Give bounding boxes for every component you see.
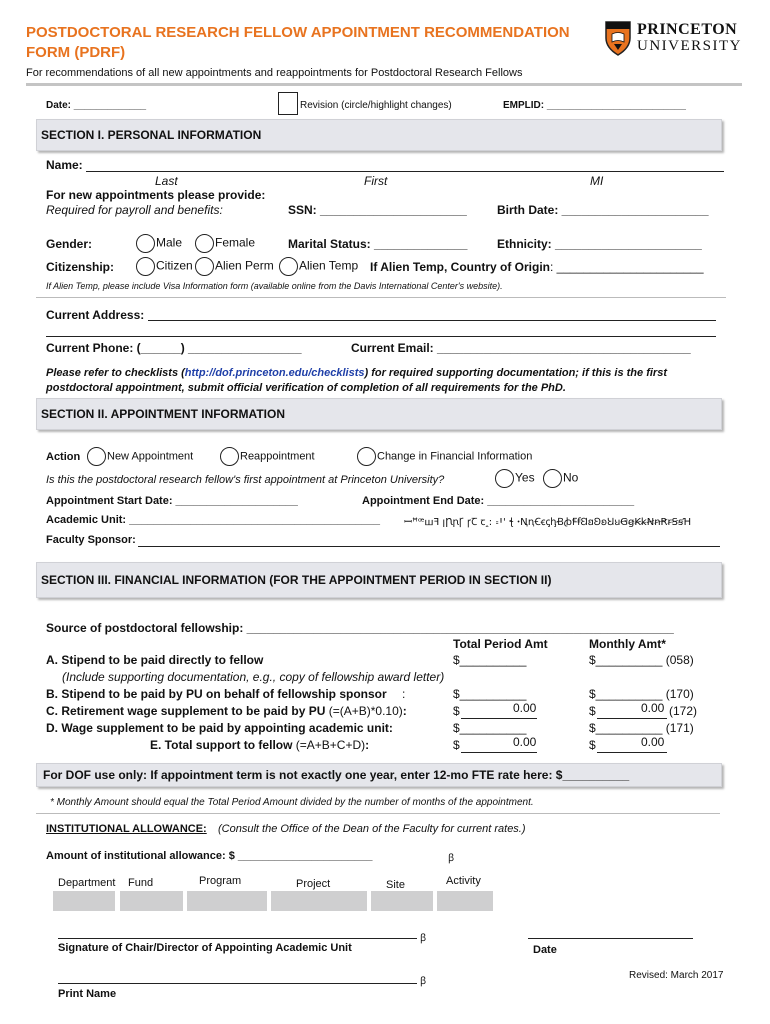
row-c-code: (172) <box>669 704 698 718</box>
site-header: Site <box>386 879 405 891</box>
required-payroll-label: Required for payroll and benefits: <box>46 203 223 217</box>
revision-checkbox[interactable] <box>278 92 298 115</box>
chair-signature-line[interactable] <box>58 938 417 939</box>
checklist-note-line2: postdoctoral appointment, submit official verification of completion of all requirements for the PhD. <box>46 382 566 394</box>
fund-cell[interactable] <box>120 891 183 911</box>
row-e-formula: (=A+B+C+D) <box>295 738 366 752</box>
alien-temp-radio[interactable] <box>279 257 298 276</box>
print-name-line[interactable] <box>58 983 417 984</box>
name-label: Name: <box>46 158 83 172</box>
gender-female-option[interactable]: Female <box>195 234 255 253</box>
chair-signature-mark: ꞵ <box>420 933 427 944</box>
row-e-monthly-field[interactable]: 0.00 <box>597 738 667 753</box>
row-a-code: (058) <box>665 653 694 667</box>
row-d-total[interactable]: $__________ <box>453 721 527 735</box>
fund-header: Fund <box>128 877 154 889</box>
allowance-mark: ꞵ <box>448 853 455 864</box>
section-2-title: SECTION II. APPOINTMENT INFORMATION <box>41 407 285 421</box>
current-email-field[interactable]: Current Email: ______________________________________ <box>351 341 691 355</box>
row-d-code: (171) <box>665 721 694 735</box>
emplid-field[interactable]: EMPLID: _________________________ <box>503 100 686 111</box>
princeton-logo-line2: UNIVERSITY <box>637 38 742 54</box>
reappointment-option[interactable]: Reappointment <box>220 447 315 466</box>
row-e-label: E. Total support to fellow (=A+B+C+D): <box>150 738 370 752</box>
signature-date-label: Date <box>533 944 557 956</box>
allowance-amount-field[interactable]: Amount of institutional allowance: $ ______________________ <box>46 850 373 862</box>
activity-header: Activity <box>446 875 481 887</box>
section-3-header <box>36 562 722 598</box>
activity-cell[interactable] <box>437 891 493 911</box>
princeton-logo-line1: PRINCETON <box>637 21 738 38</box>
princeton-shield-icon <box>604 20 632 61</box>
row-b-colon: : <box>402 687 406 701</box>
form-title-line1: POSTDOCTORAL RESEARCH FELLOW APPOINTMENT RECOMMENDATION <box>26 24 570 41</box>
date-field[interactable]: Date: _____________ <box>46 100 147 111</box>
action-label: Action <box>46 451 81 463</box>
row-c-total-field[interactable]: 0.00 <box>461 704 537 719</box>
ethnicity-field[interactable]: Ethnicity: ______________________ <box>497 237 702 251</box>
first-appt-yes-option[interactable]: Yes <box>495 469 535 488</box>
academic-unit-field[interactable]: Academic Unit: _________________________________________ <box>46 514 380 526</box>
current-address-label: Current Address: <box>46 308 145 322</box>
name-input-line[interactable] <box>86 171 724 172</box>
print-name-mark: ꞵ <box>420 976 427 987</box>
female-radio[interactable] <box>195 234 214 253</box>
section-1-title: SECTION I. PERSONAL INFORMATION <box>41 128 262 142</box>
end-date-field[interactable]: Appointment End Date: ________________________ <box>362 495 635 507</box>
allowance-divider <box>36 813 720 814</box>
gender-label: Gender: <box>46 237 93 251</box>
row-e-monthly-dollar: $ <box>589 738 596 752</box>
row-c-total-dollar: $ <box>453 704 460 718</box>
program-header: Program <box>199 875 242 887</box>
row-a-note: (Include supporting documentation, e.g., copy of fellowship award letter) <box>62 670 445 684</box>
row-e-total-field[interactable]: 0.00 <box>461 738 537 753</box>
citizenship-label: Citizenship: <box>46 260 114 274</box>
institutional-allowance-heading: INSTITUTIONAL ALLOWANCE: <box>46 823 207 835</box>
citizen-radio[interactable] <box>136 257 155 276</box>
current-address-line1[interactable] <box>148 320 716 321</box>
name-first-caption: First <box>364 174 388 188</box>
citizen-option[interactable]: Citizen <box>136 257 193 276</box>
row-e-total-dollar: $ <box>453 738 460 752</box>
faculty-sponsor-line[interactable] <box>138 546 720 547</box>
visa-note: If Alien Temp, please include Visa Information form (available online from the Davis International Center's website). <box>46 281 503 291</box>
alien-temp-option[interactable]: Alien Temp <box>279 257 358 276</box>
yes-radio[interactable] <box>495 469 514 488</box>
fellowship-source-field[interactable]: Source of postdoctoral fellowship: ________________________________________________________________ <box>46 621 674 635</box>
monthly-amount-note: * Monthly Amount should equal the Total Period Amount divided by the number of months of the appointment. <box>50 797 534 808</box>
row-b-code: (170) <box>665 687 694 701</box>
row-d-label: D. Wage supplement to be paid by appointing academic unit: <box>46 721 393 735</box>
row-c-formula: (=(A+B)*0.10) <box>328 704 403 718</box>
program-cell[interactable] <box>187 891 267 911</box>
row-a-monthly[interactable]: $__________ (058) <box>589 653 694 667</box>
name-mi-caption: MI <box>590 174 604 188</box>
department-header: Department <box>58 877 116 889</box>
no-radio[interactable] <box>543 469 562 488</box>
change-financial-option[interactable]: Change in Financial Information <box>357 447 532 466</box>
marital-status-field[interactable]: Marital Status: ______________ <box>288 237 468 251</box>
project-cell[interactable] <box>271 891 367 911</box>
current-phone-field[interactable]: Current Phone: (______) _________________ <box>46 341 302 355</box>
row-c-monthly-field[interactable]: 0.00 <box>597 704 667 719</box>
revision-label: Revision (circle/highlight changes) <box>300 100 452 111</box>
current-address-line2[interactable] <box>46 336 716 337</box>
checklist-link[interactable]: http://dof.princeton.edu/checklists <box>184 367 365 379</box>
total-period-amt-header: Total Period Amt <box>453 637 548 651</box>
faculty-sponsor-label: Faculty Sponsor: <box>46 534 136 546</box>
institutional-allowance-note: (Consult the Office of the Dean of the Faculty for current rates.) <box>218 823 526 835</box>
section-3-title: SECTION III. FINANCIAL INFORMATION (FOR THE APPOINTMENT PERIOD IN SECTION II) <box>41 573 552 587</box>
alien-perm-option[interactable]: Alien Perm <box>195 257 274 276</box>
name-last-caption: Last <box>155 174 178 188</box>
change-financial-radio[interactable] <box>357 447 376 466</box>
new-appointments-label: For new appointments please provide: <box>46 188 266 202</box>
row-b-monthly[interactable]: $__________ (170) <box>589 687 694 701</box>
first-appt-no-option[interactable]: No <box>543 469 578 488</box>
academic-unit-garbled-text: ꟷꟸꟹꟺꟻ ꞁꞂꞃꞄ ꞅꞆ ꞇꞈ꞉ ꞊Ꞌꞌ ꞎ ꞏꞐꞑꞒꞓꞔꞕꞖꞗꞘꞙꞚꞛꞜꞝꞞꞟꞠꞡꞢꞣꞤꞥꞦꞧꞨꞩꞪ <box>404 517 692 528</box>
dof-use-box <box>36 763 722 787</box>
project-header: Project <box>296 878 331 890</box>
row-c-label: C. Retirement wage supplement to be paid by PU (=(A+B)*0.10): <box>46 704 407 718</box>
section-2-header <box>36 398 722 430</box>
row-b-total[interactable]: $__________ <box>453 687 527 701</box>
new-appointment-radio[interactable] <box>87 447 106 466</box>
row-c-monthly-dollar: $ <box>589 704 596 718</box>
form-title-line2: FORM (PDRF) <box>26 44 126 61</box>
alien-perm-radio[interactable] <box>195 257 214 276</box>
site-cell[interactable] <box>371 891 433 911</box>
chair-signature-label: Signature of Chair/Director of Appointing Academic Unit <box>58 942 352 954</box>
section-1-header <box>36 119 722 151</box>
row-a-total[interactable]: $__________ <box>453 653 527 667</box>
form-subtitle: For recommendations of all new appointments and reappointments for Postdoctoral Research Fellows <box>26 67 523 79</box>
gender-male-option[interactable]: Male <box>136 234 182 253</box>
row-b-label: B. Stipend to be paid by PU on behalf of fellowship sponsor <box>46 687 387 701</box>
reappointment-radio[interactable] <box>220 447 239 466</box>
row-a-label: A. Stipend to be paid directly to fellow <box>46 653 264 667</box>
signature-date-line[interactable] <box>528 938 693 939</box>
new-appointment-option[interactable]: New Appointment <box>87 447 193 466</box>
ssn-field[interactable]: SSN: ______________________ <box>288 203 467 217</box>
header-divider <box>26 83 742 86</box>
checklist-note-line1: Please refer to checklists (http://dof.princeton.edu/checklists) for required supporting documentation; if this is the first <box>46 367 667 379</box>
revised-date: Revised: March 2017 <box>629 970 724 981</box>
male-radio[interactable] <box>136 234 155 253</box>
department-cell[interactable] <box>53 891 115 911</box>
birth-date-field[interactable]: Birth Date: ______________________ <box>497 203 709 217</box>
visa-divider <box>36 297 726 298</box>
dof-use-note[interactable]: For DOF use only: If appointment term is not exactly one year, enter 12-mo FTE rate here: $__________ <box>43 768 630 782</box>
monthly-amt-header: Monthly Amt* <box>589 637 666 651</box>
first-appointment-question: Is this the postdoctoral research fellow's first appointment at Princeton University? <box>46 474 445 486</box>
row-d-monthly[interactable]: $__________ (171) <box>589 721 694 735</box>
country-of-origin-field[interactable]: If Alien Temp, Country of Origin: ______________________ <box>370 260 704 274</box>
print-name-label: Print Name <box>58 988 117 1000</box>
start-date-field[interactable]: Appointment Start Date: ____________________ <box>46 495 298 507</box>
